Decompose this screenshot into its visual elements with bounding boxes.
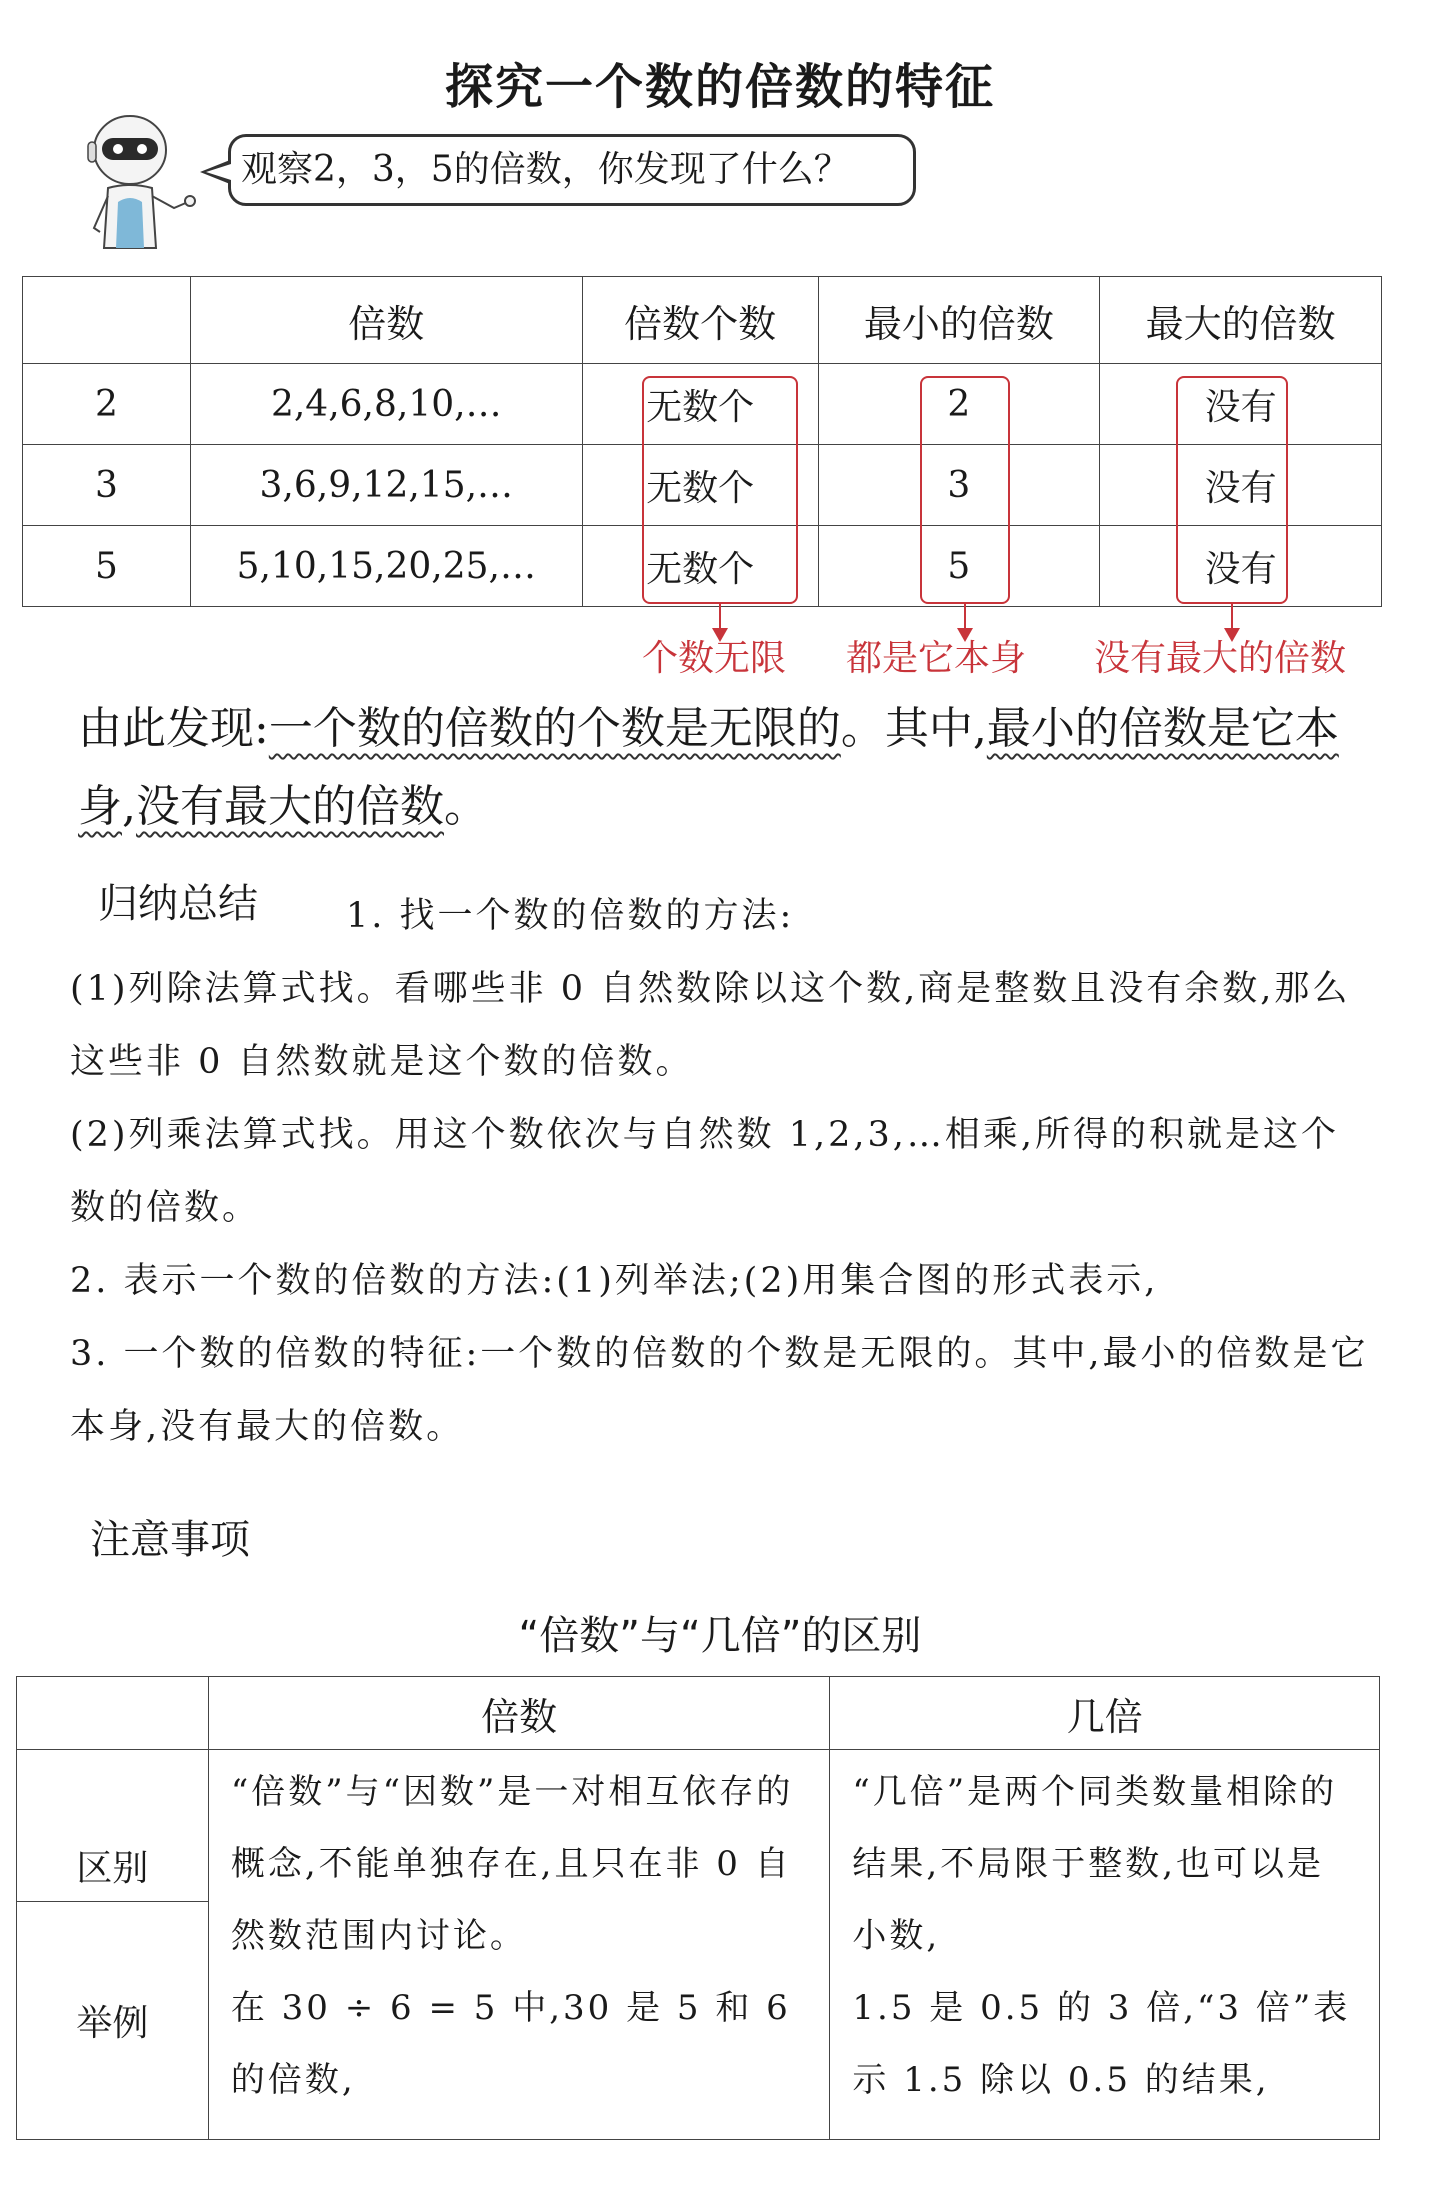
table-cell: 5,10,15,20,25,…	[190, 526, 582, 607]
count-highlight-box	[642, 376, 798, 604]
beishu-difference: “倍数”与“因数”是一对相互依存的概念,不能单独存在,且只在非 0 自然数范围内讨论。	[230, 1772, 794, 1956]
page-title: 探究一个数的倍数的特征	[444, 59, 995, 115]
notice-heading: 注意事项	[90, 1517, 250, 1563]
table-cell: 无数个	[582, 445, 818, 526]
jibei-cell	[830, 1750, 1380, 2140]
speech-bubble: 观察2，3，5的倍数，你发现了什么？	[228, 134, 916, 206]
jibei-difference: “几倍”是两个同类数量相除的结果,不局限于整数,也可以是小数,	[852, 1772, 1338, 1956]
summary-line: 1. 找一个数的倍数的方法:	[346, 896, 795, 936]
annotation-largest: 没有最大的倍数	[1094, 638, 1347, 679]
comparison-table	[16, 1676, 1380, 2140]
arrow-stem	[719, 604, 721, 630]
table-cell: 没有	[1100, 526, 1382, 607]
finding-point-2: 最小的倍数是它本身	[78, 703, 1339, 832]
table-cell: 3,6,9,12,15,…	[190, 445, 582, 526]
table-header-cell: 几倍	[830, 1677, 1380, 1750]
table-header-cell	[17, 1677, 209, 1750]
table-header-row	[23, 277, 1382, 364]
annotation-count: 个数无限	[642, 638, 787, 679]
largest-highlight-box	[1176, 376, 1288, 604]
bubble-tail-inner	[206, 164, 231, 180]
jibei-example: 1.5 是 0.5 的 3 倍,“3 倍”表示 1.5 除以 0.5 的结果,	[852, 1988, 1351, 2100]
finding-sep: ,	[122, 781, 136, 832]
table-cell: 无数个	[582, 526, 818, 607]
table-header-cell: 最小的倍数	[818, 277, 1100, 364]
summary-heading: 归纳总结	[98, 881, 258, 927]
table-header-row	[17, 1677, 1380, 1750]
table-cell: 无数个	[582, 364, 818, 445]
smallest-highlight-box	[920, 376, 1010, 604]
annotation-smallest: 都是它本身	[846, 638, 1027, 679]
beishu-cell	[208, 1750, 830, 2140]
summary-line: (1)列除法算式找。看哪些非 0 自然数除以这个数,商是整数且没有余数,那么这些非 0 自然数就是这个数的倍数。	[70, 969, 1351, 1082]
arrow-stem	[1231, 604, 1233, 630]
table-header-cell: 倍数	[208, 1677, 830, 1750]
table-header-cell: 倍数	[190, 277, 582, 364]
table-cell: 2	[23, 364, 191, 445]
table-header-cell: 倍数个数	[582, 277, 818, 364]
comparison-table-title: “倍数”与“几倍”的区别	[518, 1613, 922, 1659]
table-cell: 没有	[1100, 445, 1382, 526]
finding-lead: 由此发现:	[78, 703, 269, 754]
table-cell: 3	[818, 445, 1100, 526]
beishu-example: 在 30 ÷ 6 = 5 中,30 是 5 和 6 的倍数,	[230, 1988, 791, 2100]
robot-icon	[78, 112, 208, 252]
table-cell: 5	[818, 526, 1100, 607]
summary-line: (2)列乘法算式找。用这个数依次与自然数 1,2,3,…相乘,所得的积就是这个数的倍数。	[70, 1115, 1340, 1228]
table-cell: 没有	[1100, 364, 1382, 445]
table-cell: 3	[23, 445, 191, 526]
summary-body	[70, 880, 1370, 1464]
table-cell: 2,4,6,8,10,…	[190, 364, 582, 445]
table-cell: 2	[818, 364, 1100, 445]
arrow-stem	[964, 604, 966, 630]
finding-end: 。	[444, 781, 488, 832]
summary-line: 2. 表示一个数的倍数的方法:(1)列举法;(2)用集合图的形式表示,	[70, 1261, 1159, 1301]
row-label-difference: 区别	[17, 1750, 209, 1902]
finding-mid: 。其中,	[840, 703, 987, 754]
summary-line: 3. 一个数的倍数的特征:一个数的倍数的个数是无限的。其中,最小的倍数是它本身,没有最大的倍数。	[70, 1334, 1369, 1447]
finding-paragraph	[78, 690, 1388, 846]
table-header-cell	[23, 277, 191, 364]
finding-point-1: 一个数的倍数的个数是无限的	[268, 703, 841, 754]
table-header-cell: 最大的倍数	[1100, 277, 1382, 364]
finding-point-3: 没有最大的倍数	[136, 781, 444, 832]
row-label-example: 举例	[17, 1902, 209, 2140]
table-cell: 5	[23, 526, 191, 607]
table-row	[17, 1750, 1380, 1902]
